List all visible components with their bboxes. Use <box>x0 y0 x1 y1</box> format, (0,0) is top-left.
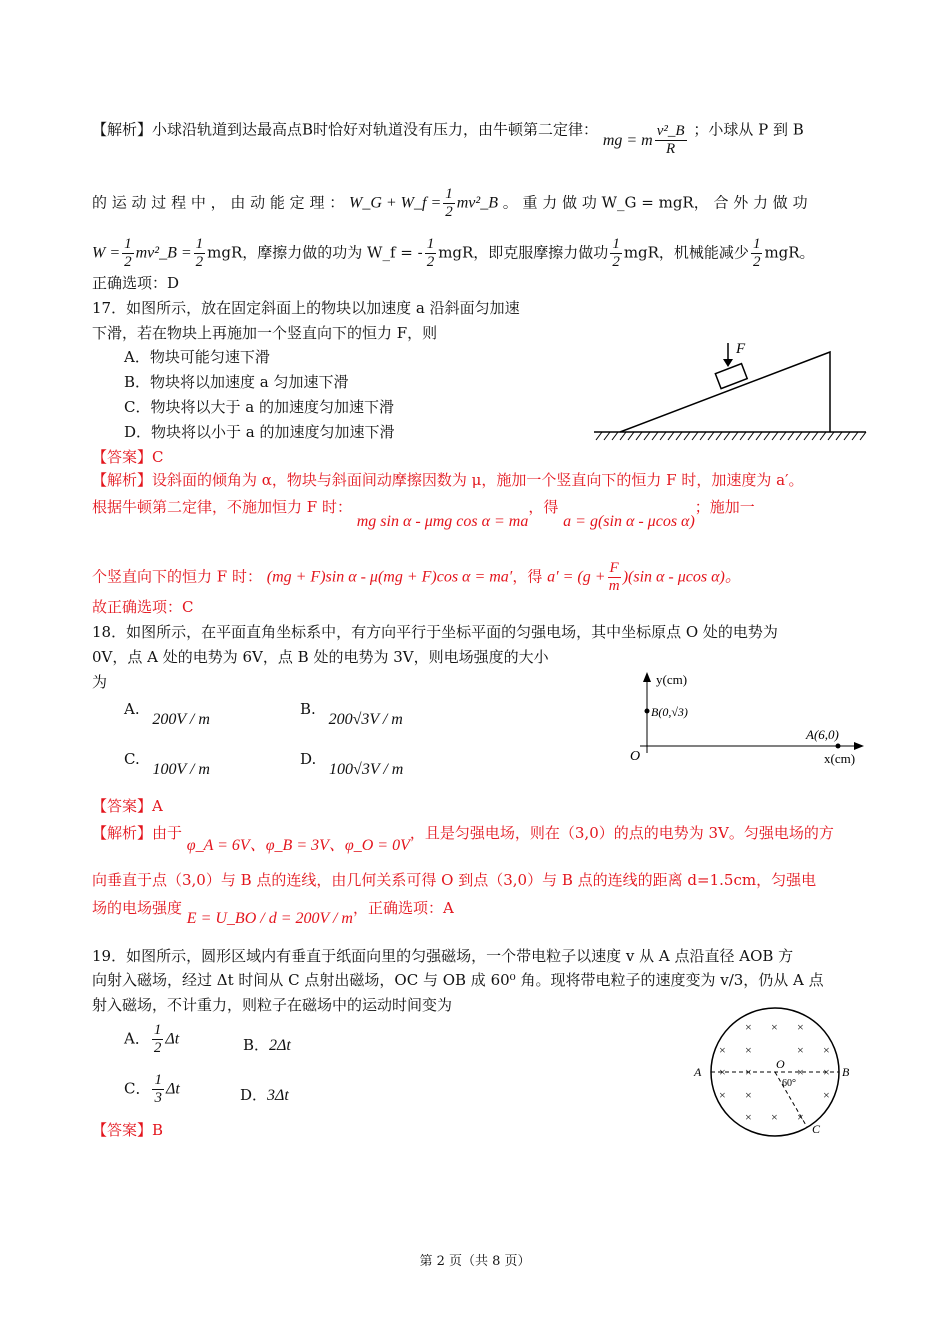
ground-hatch <box>700 432 706 440</box>
field-cross-icon: × <box>823 1043 830 1057</box>
text: ，正确选项：A <box>352 899 454 917</box>
field-cross-icon: × <box>719 1088 726 1102</box>
ground-hatch <box>844 432 850 440</box>
q18-analysis-line1 <box>92 823 834 854</box>
q19-answer: 【答案】B <box>92 1121 164 1139</box>
field-cross-icon: × <box>719 1065 726 1079</box>
math: φ_A = 6V、φ_B = 3V、φ_O = 0V <box>186 837 410 854</box>
q17-option-c: C．物块将以大于 a 的加速度匀加速下滑 <box>124 398 394 416</box>
math: E = U_BO / d = 200V / m <box>186 910 353 927</box>
ground-hatch <box>740 432 746 440</box>
q16-analysis-line3 <box>92 236 815 271</box>
ground-hatch <box>684 432 690 440</box>
ground-hatch <box>756 432 762 440</box>
math: a = g(sin α - μcos α) <box>563 513 695 530</box>
q17-answer: 【答案】C <box>92 448 164 466</box>
field-cross-icon: × <box>823 1088 830 1102</box>
field-cross-icon: × <box>745 1020 752 1034</box>
force-label: F <box>736 341 746 357</box>
field-cross-icon: × <box>745 1110 752 1124</box>
field-cross-icon: × <box>745 1088 752 1102</box>
math: mg = m <box>602 131 653 149</box>
q19-option-a: A． $\frac{1}{2}$ Δt <box>124 1022 180 1056</box>
fraction: $\frac{F}{m}$ <box>608 560 620 594</box>
fraction: $\frac{1}{2}$ <box>124 236 132 270</box>
ground-hatch <box>652 432 658 440</box>
point-b-label: B <box>842 1065 850 1079</box>
field-cross-icon: × <box>797 1065 804 1079</box>
math: mv²_B <box>456 194 498 212</box>
text: ；施加一 <box>694 498 755 516</box>
ground-hatch <box>668 432 674 440</box>
ground-hatch <box>852 432 858 440</box>
ground-hatch <box>828 432 834 440</box>
q17-option-b: B．物块将以加速度 a 匀加速下滑 <box>124 373 349 391</box>
ground-hatch <box>644 432 650 440</box>
text: 【解析】小球沿轨道到达最高点B时恰好对轨道没有压力，由牛顿第二定律： <box>92 120 599 139</box>
text: 的 运 动 过 程 中 ， 由 动 能 定 理 ： <box>92 193 345 212</box>
math: a′ = (g + <box>547 568 606 586</box>
q18-option-b: B. 200√3V / m <box>300 700 403 728</box>
text: mgR，摩擦力做的功为 W_f = - <box>207 243 423 262</box>
ground-hatch <box>636 432 642 440</box>
field-cross-icon: × <box>771 1020 778 1034</box>
text: mgR，即克服摩擦力做功 <box>438 243 609 262</box>
q18-option-d: D. 100√3V / m <box>300 750 404 778</box>
ground-hatch <box>748 432 754 440</box>
q19-stem: 19．如图所示，圆形区域内有垂直于纸面向里的匀强磁场，一个带电粒子以速度 v 从 A 点沿直径 AOB 方 <box>92 947 794 965</box>
ground-hatch <box>620 432 626 440</box>
q18-analysis-line3 <box>92 898 454 927</box>
q17-stem: 下滑，若在物块上再施加一个竖直向下的恒力 F，则 <box>92 324 438 342</box>
page-footer: 第 2 页（共 8 页） <box>419 1254 531 1269</box>
center-o-label: O <box>776 1057 785 1071</box>
q17-analysis-line1: 【解析】设斜面的倾角为 α，物块与斜面间动摩擦因数为 μ，施加一个竖直向下的恒力 F 时，加速度为 a′。 <box>92 471 804 489</box>
point-a-label: A(6,0) <box>806 727 839 742</box>
q16-correct-option: 正确选项：D <box>92 274 180 292</box>
point-b-label: B(0,√3) <box>651 705 688 719</box>
q19-stem: 向射入磁场，经过 Δt 时间从 C 点射出磁场，OC 与 OB 成 60⁰ 角。现将带电粒子的速度变为 v/3，仍从 A 点 <box>92 971 824 989</box>
point-c-label: C <box>812 1122 821 1136</box>
ground-hatch <box>676 432 682 440</box>
q19-option-c: C． $\frac{1}{3}$ Δt <box>124 1072 180 1106</box>
coordinate-figure <box>620 668 870 773</box>
text: ；小球从 P 到 B <box>693 120 804 139</box>
text: 个竖直向下的恒力 F 时： <box>92 567 262 586</box>
ground-hatch <box>772 432 778 440</box>
fraction: $\frac{1}{2}$ <box>195 236 204 270</box>
ground-hatch <box>812 432 818 440</box>
ground-hatch <box>612 432 618 440</box>
ground-hatch <box>692 432 698 440</box>
text: ，且是匀强电场，则在（3,0）的点的电势为 3V。匀强电场的方 <box>409 824 834 842</box>
q18-option-a: A. 200V / m <box>124 700 210 728</box>
text: mgR。 <box>764 243 815 262</box>
fraction: $\frac{1}{2}$ <box>445 186 453 220</box>
point-a-label: A <box>694 1065 702 1079</box>
q19-option-b: B．2Δt <box>243 1036 291 1054</box>
q17-option-d: D．物块将以小于 a 的加速度匀加速下滑 <box>124 423 395 441</box>
ground-hatch <box>860 432 866 440</box>
ground-hatch <box>724 432 730 440</box>
text: ，得 <box>528 498 559 516</box>
origin-label: O <box>630 749 641 764</box>
field-cross-icon: × <box>771 1110 778 1124</box>
ground-hatch <box>660 432 666 440</box>
x-axis-label: x(cm) <box>824 751 856 766</box>
incline-figure <box>590 335 870 445</box>
ground-hatch <box>604 432 610 440</box>
q19-stem: 射入磁场，不计重力，则粒子在磁场中的运动时间变为 <box>92 996 453 1014</box>
ground-hatch <box>836 432 842 440</box>
q18-answer: 【答案】A <box>92 797 163 815</box>
ground-hatch <box>716 432 722 440</box>
q18-option-c: C. 100V / m <box>124 750 210 778</box>
q17-analysis-line3 <box>92 560 741 595</box>
q18-stem: 为 <box>92 673 108 691</box>
q17-analysis-line2 <box>92 497 755 530</box>
q17-correct-option: 故正确选项：C <box>92 598 194 616</box>
field-cross-icon: × <box>797 1110 804 1124</box>
q17-stem: 17．如图所示，放在固定斜面上的物块以加速度 a 沿斜面匀加速 <box>92 299 520 317</box>
q19-option-d: D．3Δt <box>240 1086 289 1104</box>
ground-hatch <box>780 432 786 440</box>
ground-hatch <box>596 432 602 440</box>
field-cross-icon: × <box>797 1043 804 1057</box>
text: 场的电场强度 <box>92 899 183 917</box>
text: mgR，机械能减少 <box>623 243 749 262</box>
field-cross-icon: × <box>745 1043 752 1057</box>
angle-label: 60° <box>782 1078 796 1089</box>
math: (mg + F)sin α - μ(mg + F)cos α = ma′ <box>266 568 513 586</box>
field-cross-icon: × <box>823 1065 830 1079</box>
q18-stem: 0V，点 A 处的电势为 6V，点 B 处的电势为 3V，则电场强度的大小 <box>92 648 549 666</box>
ground-hatch <box>628 432 634 440</box>
math: W = <box>92 244 121 262</box>
text: ，得 <box>512 567 543 586</box>
q16-analysis-line1 <box>92 113 804 157</box>
y-axis-label: y(cm) <box>656 672 688 687</box>
field-cross-icon: × <box>745 1065 752 1079</box>
fraction: $\frac{1}{2}$ <box>612 236 620 270</box>
ground-hatch <box>788 432 794 440</box>
fraction: $\frac{1}{2}$ <box>752 236 761 270</box>
q18-analysis-line2: 向垂直于点（3,0）与 B 点的连线，由几何关系可得 O 到点（3,0）与 B 点的连线的距离 d=1.5cm，匀强电 <box>92 871 817 889</box>
q17-option-a: A．物块可能匀速下滑 <box>124 348 270 366</box>
ground-hatch <box>764 432 770 440</box>
field-cross-icon: × <box>719 1043 726 1057</box>
q18-stem: 18．如图所示，在平面直角坐标系中，有方向平行于坐标平面的匀强电场，其中坐标原点 O 处的电势为 <box>92 623 778 641</box>
ground-hatch <box>820 432 826 440</box>
ground-hatch <box>804 432 810 440</box>
math: )(sin α - μcos α)。 <box>622 568 741 586</box>
fraction: $\frac{1}{2}$ <box>426 236 435 270</box>
math: W_G + W_f = <box>349 194 442 212</box>
text: 。 重 力 做 功 W_G = mgR， 合 外 力 做 功 <box>502 193 808 212</box>
text: 根据牛顿第二定律，不施加恒力 F 时： <box>92 498 352 516</box>
ground-hatch <box>732 432 738 440</box>
ground-hatch <box>796 432 802 440</box>
field-cross-icon: × <box>797 1020 804 1034</box>
q16-analysis-line2 <box>92 186 808 221</box>
math: mv²_B = <box>135 244 192 262</box>
text: 【解析】由于 <box>92 824 183 842</box>
magnetic-field-figure <box>690 1005 860 1140</box>
ground-hatch <box>708 432 714 440</box>
fraction: $\frac{\text{v²\_B}}{R}$ <box>656 123 685 157</box>
math: mg sin α - μmg cos α = ma <box>356 513 529 530</box>
